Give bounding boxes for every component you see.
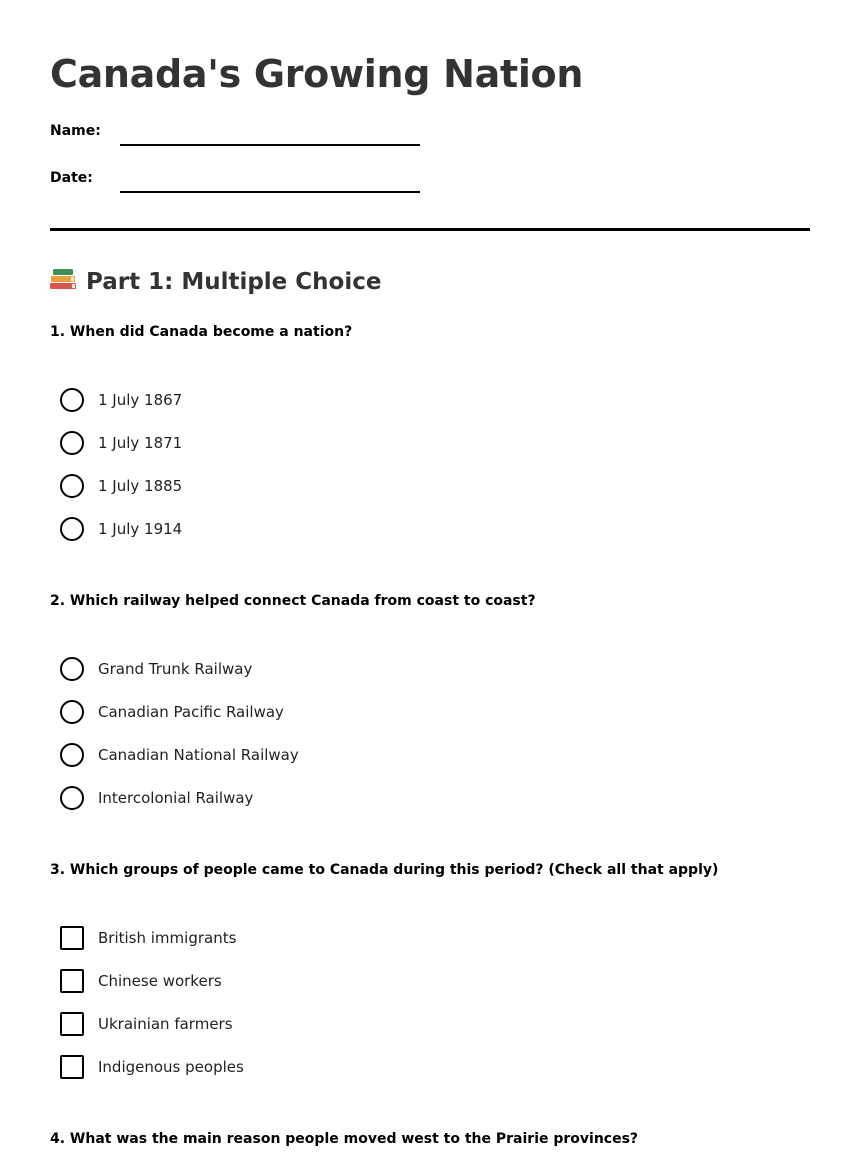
checkbox[interactable]: [60, 1012, 84, 1036]
radio-button[interactable]: [60, 388, 84, 412]
q1-option-3[interactable]: [60, 474, 660, 500]
radio-button[interactable]: [60, 474, 84, 498]
page-title: Canada's Growing Nation: [50, 52, 584, 96]
option-label: 1 July 1871: [98, 434, 183, 452]
date-label: Date:: [50, 170, 93, 186]
date-field: [50, 167, 470, 197]
option-label: Indigenous peoples: [98, 1058, 244, 1076]
q3-option-4[interactable]: [60, 1055, 660, 1081]
option-label: British immigrants: [98, 929, 237, 947]
q3-option-3[interactable]: [60, 1012, 660, 1038]
q3-option-1[interactable]: [60, 926, 660, 952]
radio-button[interactable]: [60, 657, 84, 681]
option-label: Ukrainian farmers: [98, 1015, 233, 1033]
q1-option-1[interactable]: [60, 388, 660, 414]
header-divider: [50, 228, 810, 231]
section-title-text: Part 1: Multiple Choice: [86, 269, 382, 295]
option-label: 1 July 1867: [98, 391, 183, 409]
radio-button[interactable]: [60, 431, 84, 455]
checkbox[interactable]: [60, 969, 84, 993]
option-label: Canadian National Railway: [98, 746, 299, 764]
option-label: Canadian Pacific Railway: [98, 703, 284, 721]
books-icon: [50, 268, 76, 292]
question-2: 2. Which railway helped connect Canada from coast to coast?: [50, 593, 536, 609]
option-label: 1 July 1914: [98, 520, 183, 538]
radio-button[interactable]: [60, 700, 84, 724]
q2-option-4[interactable]: [60, 786, 660, 812]
option-label: Grand Trunk Railway: [98, 660, 253, 678]
date-input-line[interactable]: [120, 191, 420, 193]
name-field: [50, 120, 470, 150]
question-3: 3. Which groups of people came to Canada during this period? (Check all that apply): [50, 862, 719, 878]
q2-option-2[interactable]: [60, 700, 660, 726]
q2-option-1[interactable]: [60, 657, 660, 683]
checkbox[interactable]: [60, 926, 84, 950]
option-label: Chinese workers: [98, 972, 222, 990]
question-1: 1. When did Canada become a nation?: [50, 324, 353, 340]
option-label: Intercolonial Railway: [98, 789, 254, 807]
name-input-line[interactable]: [120, 144, 420, 146]
checkbox[interactable]: [60, 1055, 84, 1079]
section-title: [50, 266, 381, 298]
question-4: 4. What was the main reason people moved west to the Prairie provinces?: [50, 1131, 639, 1147]
q1-option-4[interactable]: [60, 517, 660, 543]
name-label: Name:: [50, 123, 101, 139]
radio-button[interactable]: [60, 786, 84, 810]
radio-button[interactable]: [60, 517, 84, 541]
q2-option-3[interactable]: [60, 743, 660, 769]
q1-option-2[interactable]: [60, 431, 660, 457]
q3-option-2[interactable]: [60, 969, 660, 995]
option-label: 1 July 1885: [98, 477, 183, 495]
radio-button[interactable]: [60, 743, 84, 767]
